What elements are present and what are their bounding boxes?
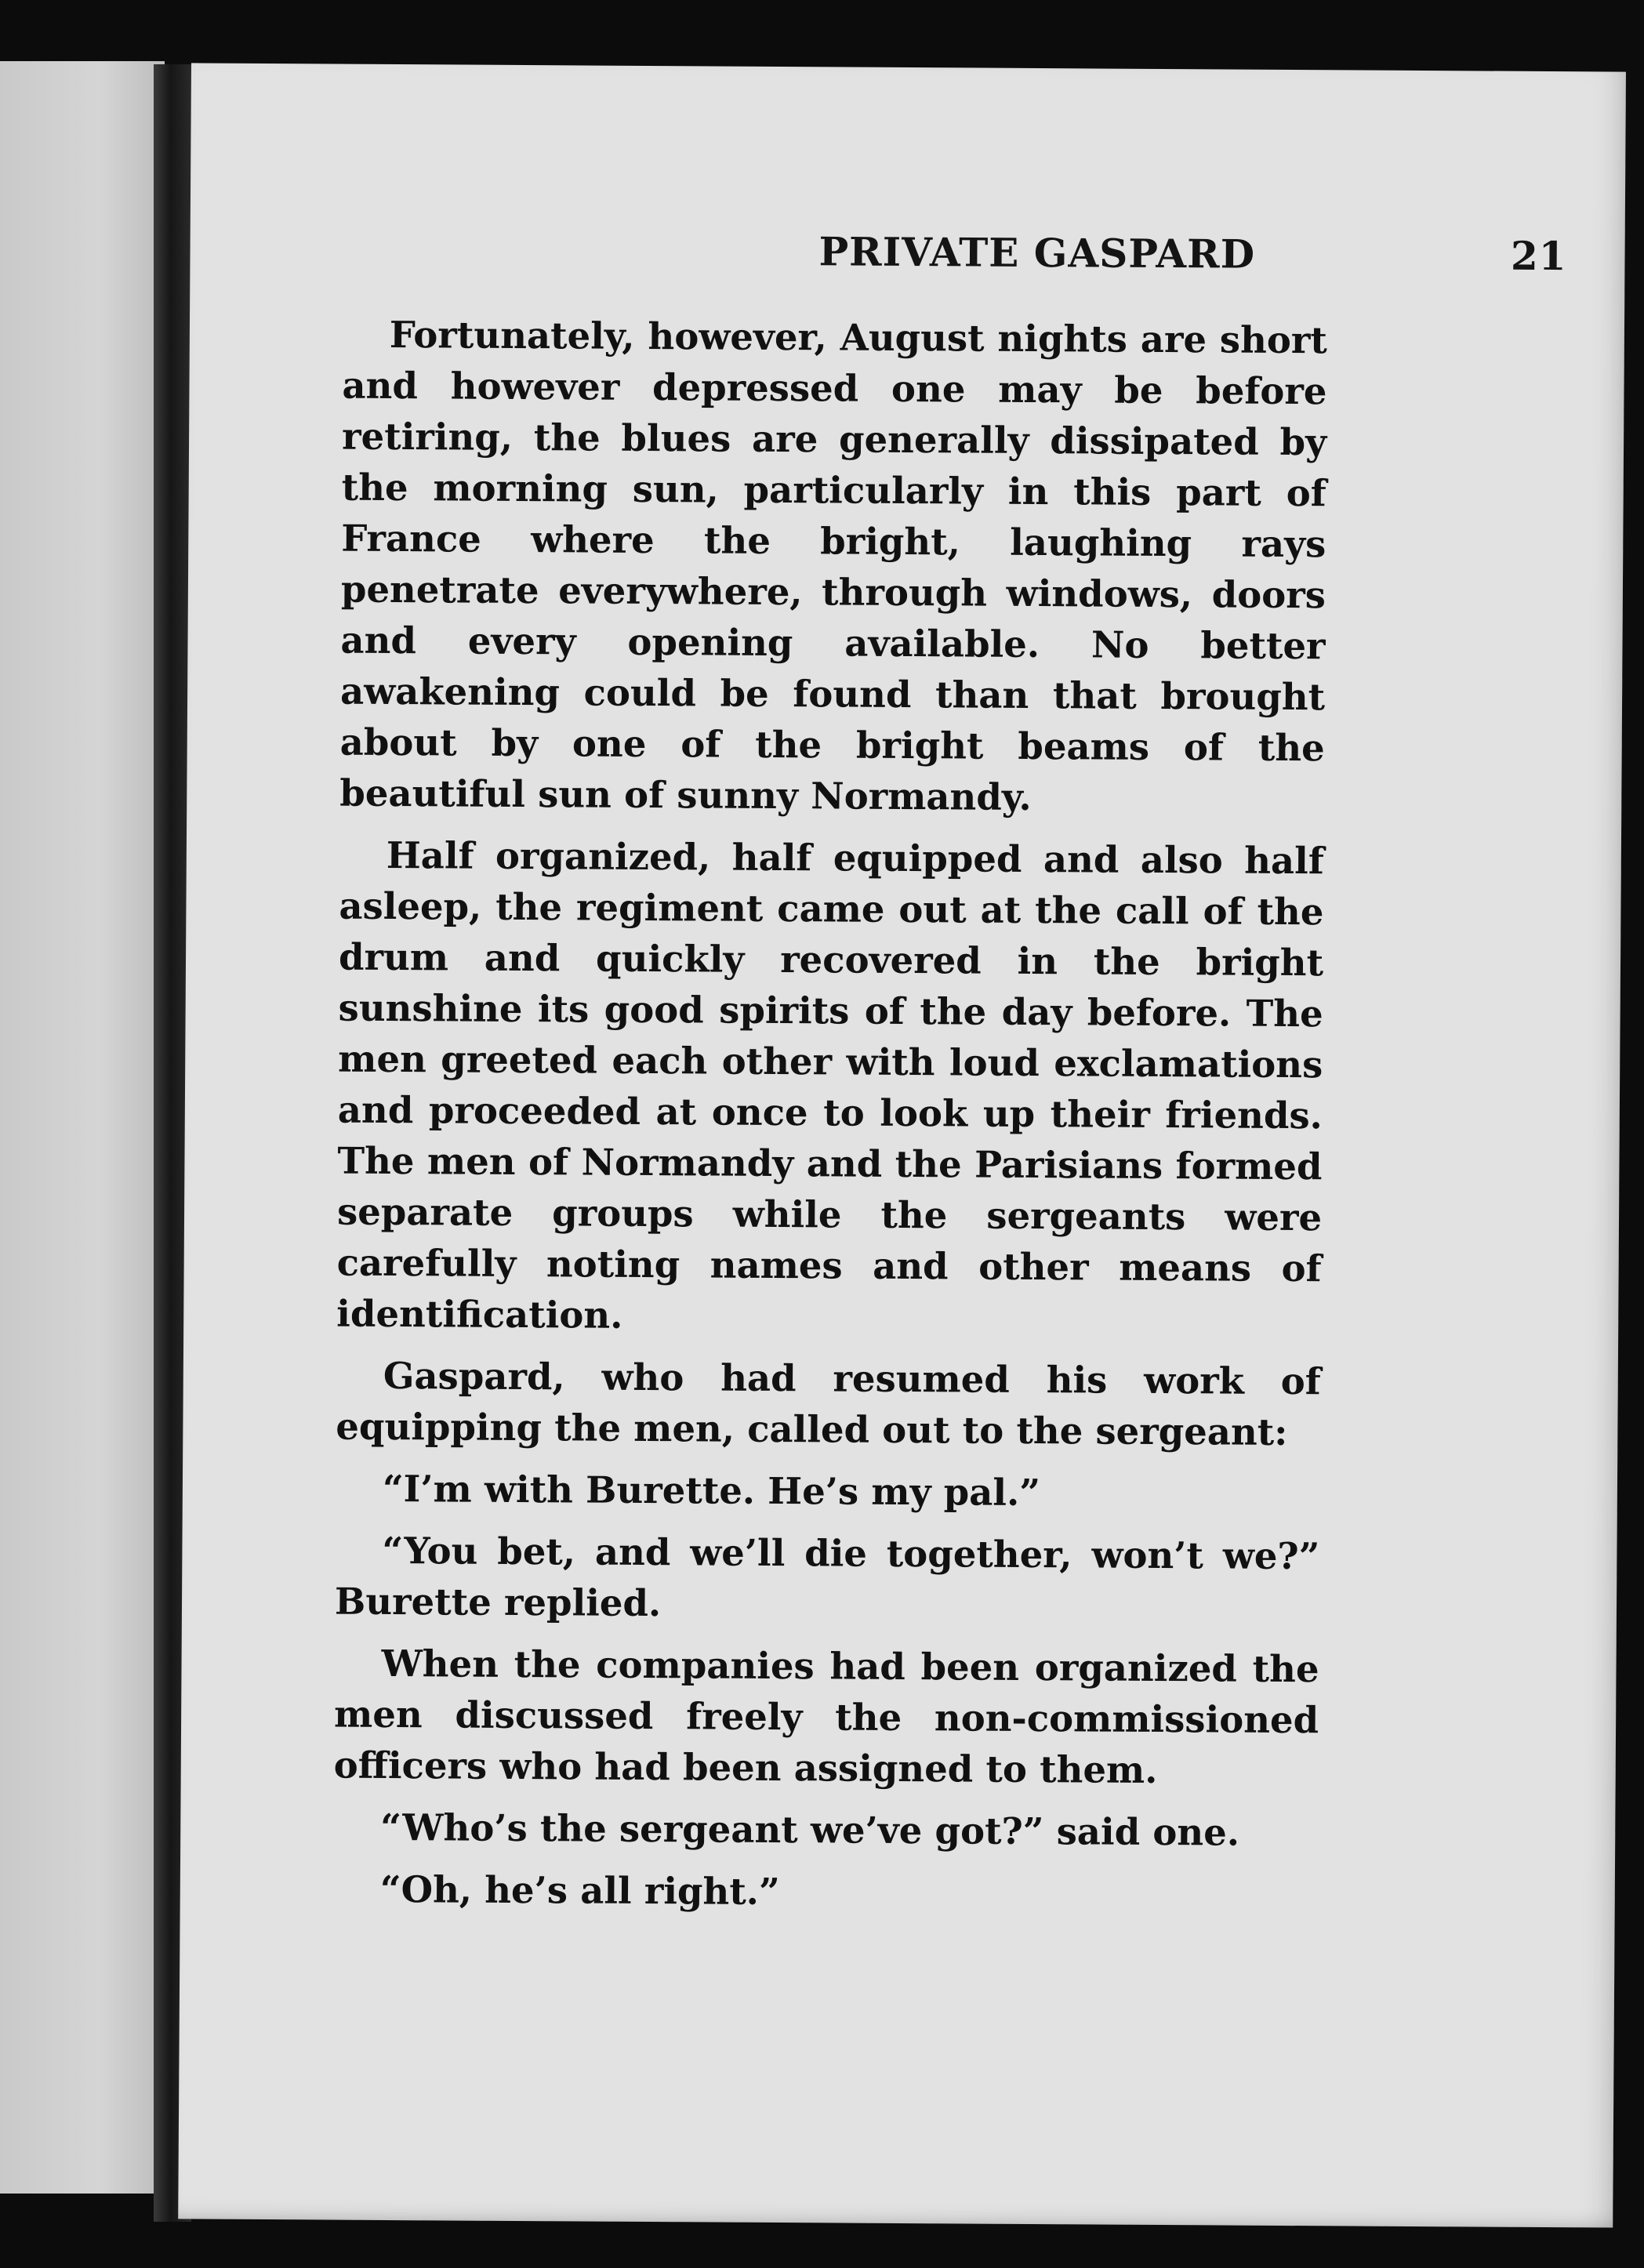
paragraph-1: Fortunately, however, August nights are short and however depressed one may be before retiring, the blues are generally dissipated by the morning sun, particularly in this part of France where the bright, laughing rays penetrate everywhere, through windows, doors and every opening available. No better awakening could be found than that brought about by one of the bright beams of the beautiful sun of sunny Normandy. [339, 312, 1328, 818]
running-title: PRIVATE GASPARD [818, 228, 1256, 278]
paragraph-8: “Oh, he’s all right.” [379, 1867, 780, 1914]
paragraph-6: When the companies had been organized the men discussed freely the non-commissioned officers who had been assigned to them. [333, 1641, 1319, 1791]
paragraph-2: Half organized, half equipped and also half asleep, the regiment came out at the call of the drum and quickly recovered in the bright sunshine its good spirits of the day before. The men greeted each other with loud exclamations and proceeded at once to look up their friends. The men of Normandy and the Parisians formed separate groups while the sergeants were carefully noting names and other means of identification. [336, 833, 1324, 1337]
facing-page-edge [0, 61, 165, 2194]
running-head [594, 227, 1566, 288]
paragraph-7: “Who’s the sergeant we’ve got?” said one. [380, 1805, 1240, 1854]
page-number: 21 [1510, 232, 1567, 280]
paragraph-5: “You bet, and we’ll die together, won’t we?” Burette replied. [334, 1528, 1320, 1625]
paragraph-4: “I’m with Burette. He’s my pal.” [382, 1466, 1041, 1515]
paragraph-3: Gaspard, who had resumed his work of equipping the men, called out to the sergeant: [336, 1353, 1321, 1453]
body-text [333, 309, 1328, 1932]
book-page [178, 63, 1626, 2227]
